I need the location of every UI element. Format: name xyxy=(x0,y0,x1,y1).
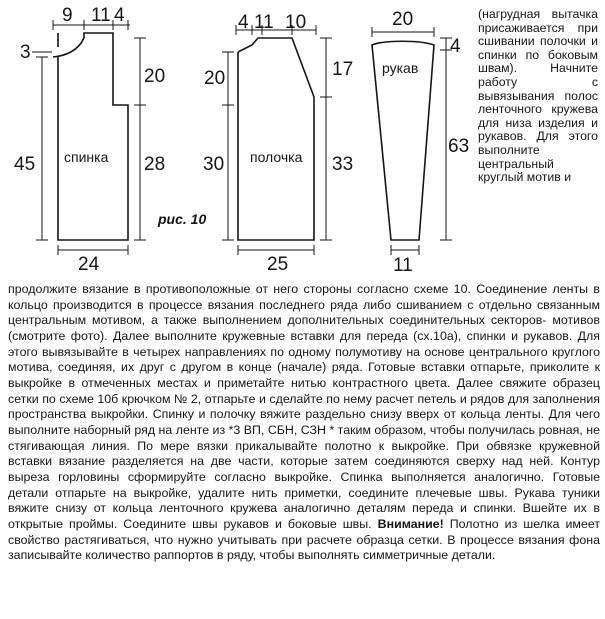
front-dim-top-right: 10 xyxy=(285,12,307,33)
front-label: полочка xyxy=(250,149,303,165)
pattern-diagram xyxy=(0,0,480,285)
side-paragraph: (нагрудная вытачка присаживается при сшивании полочки и спинки по боковым швам). Начните работу с вывязывания полос ленточного кружева для низа изделия и рукавов. Для этого выполните центральный круглый мотив и xyxy=(478,7,598,185)
back-dim-top-right: 4 xyxy=(114,5,125,26)
sleeve-dim-cap: 4 xyxy=(450,36,461,57)
back-outline xyxy=(53,33,128,240)
back-dim-top-left: 9 xyxy=(62,5,73,26)
figure-caption: рис. 10 xyxy=(158,211,207,227)
back-dim-armhole: 20 xyxy=(144,66,166,87)
front-dim-left-height: 30 xyxy=(203,154,225,175)
sleeve-dim-top-width: 20 xyxy=(392,9,414,30)
warning-label: Внимание! xyxy=(377,516,444,531)
side-column-text xyxy=(478,8,598,185)
sleeve-dim-bottom-width: 11 xyxy=(393,255,413,276)
back-dim-top-mid: 11 xyxy=(91,5,111,26)
front-dim-bottom-width: 25 xyxy=(267,254,289,275)
back-dim-neck-depth: 3 xyxy=(20,42,31,63)
back-dim-side: 28 xyxy=(144,154,166,175)
back-label: спинка xyxy=(64,149,109,165)
back-dim-bottom-width: 24 xyxy=(78,254,100,275)
front-dim-right-height: 33 xyxy=(332,154,354,175)
front-dim-armhole: 17 xyxy=(332,59,354,80)
front-dim-top-left: 4 xyxy=(238,12,249,33)
body-part-1: продолжите вязание в противоположные от него стороны согласно схеме 10. Соединение ленты в кольцо производится в процессе вязания последнего ряда либо сшиванием с отдельно связанным центральным мотивом, а также выполнением дополнительных соединительных секторов- мотивов (смотрите фото). Далее выполните кружевные вставки для переда (сх.10а), спинки и рукавов. Для этого вывязывайте в четырех направлениях по одному полумотиву на основе центрального круглого мотива, соединяя, их друг с другом в конце (начале) ряда. Готовые вставки отпарьте, приколите к выкройке в отмеченных местах и приметайте нитью контрастного цвета. Далее свяжите образец сетки по схеме 10б крючком № 2, отпарьте и сделайте по нему расчет петель и рядов для заполнения пространства выкройки. Спинку и полочку вяжите раздельно снизу вверх от кольца ленты. Для чего выполните наборный ряд на ленте из *3 ВП, СБН, СЗН * таким образом, чтобы получилась ровная, не стягивающая линия. По мере вязки прикалывайте полотно к выкройке. При обвязке кружевной вставки вязание разделяется на две части, которые затем соединяются сверху над ней. Контур выреза горловины сформируйте согласно выкройке. Спинка выполняется аналогично. Готовые детали отпарьте на выкройке, удалите нить приметки, соедините плечевые швы. Рукава туники вяжите снизу от кольца ленточного кружева аналогично деталям переда и спинки. Вшейте их в открытые проймы. Соедините швы рукавов и боковые швы. xyxy=(8,282,600,531)
front-dim-top-mid: 11 xyxy=(254,12,274,33)
body-part-2: Полотно из шелка имеет свойство растягиваться, что нужно учитывать при расчете образца сетки. В процессе вязания фона записывайте количество раппортов в ряду, чтобы выполнять симметричные детали. xyxy=(8,516,600,563)
body-paragraph xyxy=(8,282,600,564)
body-text xyxy=(8,282,600,564)
back-dim-total-height: 45 xyxy=(14,154,36,175)
sleeve-dim-length: 63 xyxy=(448,136,470,157)
sleeve-label: рукав xyxy=(382,60,419,76)
front-dim-neck: 20 xyxy=(204,68,226,89)
front-outline xyxy=(238,38,314,240)
